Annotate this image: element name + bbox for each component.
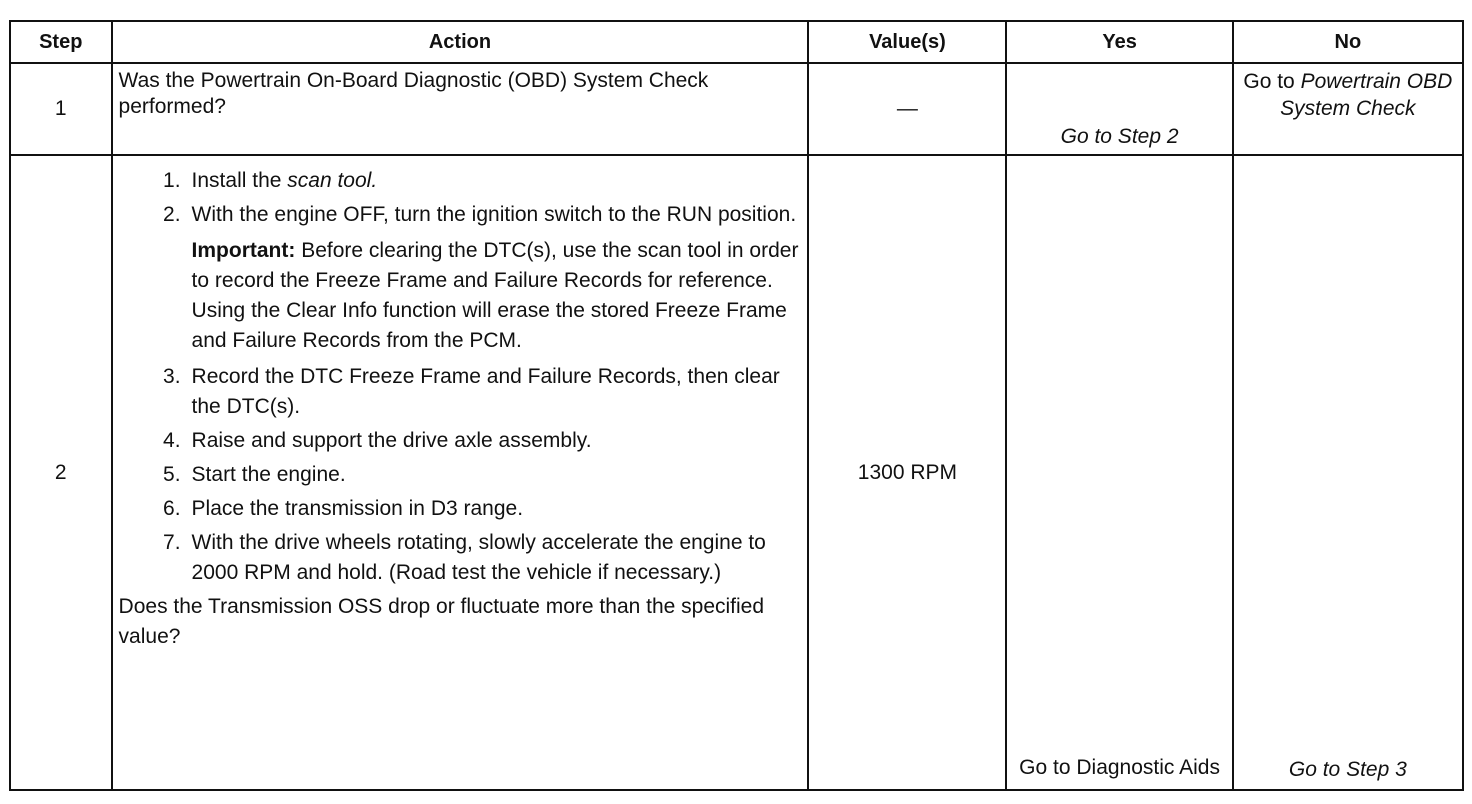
action-cell	[112, 155, 809, 790]
scan-tool-link[interactable]: scan tool.	[287, 169, 378, 192]
header-values: Value(s)	[808, 21, 1006, 63]
no-link-text: Go to Step 3	[1288, 758, 1407, 781]
header-no: No	[1233, 21, 1463, 63]
no-link[interactable]	[1233, 155, 1463, 790]
list-item: 7. With the drive wheels rotating, slowly accelerate the engine to 2000 RPM and hold. (Road test the vehicle if necessary.)	[163, 531, 766, 584]
header-yes: Yes	[1006, 21, 1232, 63]
step-number: 2	[10, 155, 112, 790]
header-row	[10, 21, 1463, 63]
yes-link-text: Go to Step 2	[1060, 125, 1179, 148]
value-cell: 1300 RPM	[808, 155, 1006, 790]
question-text: Does the Transmission OSS drop or fluctuate more than the specified value?	[118, 595, 765, 648]
important-text: Before clearing the DTC(s), use the scan tool in order to record the Freeze Frame and Failure Records for reference. Using the Clear Info function will erase the stored Freeze Frame and Failure Records from the PCM.	[191, 239, 799, 352]
diagnostic-table	[9, 20, 1464, 791]
no-link-text: Powertrain OBD System Check	[1280, 70, 1453, 120]
list-item: 4. Raise and support the drive axle assembly.	[163, 429, 592, 452]
action-text: Was the Powertrain On-Board Diagnostic (OBD) System Check performed?	[112, 63, 809, 155]
yes-link[interactable]: Go to Diagnostic Aids	[1006, 155, 1232, 790]
step-number: 1	[10, 63, 112, 155]
important-note	[119, 236, 804, 356]
no-link[interactable]	[1233, 63, 1463, 155]
list-item: 6. Place the transmission in D3 range.	[163, 497, 524, 520]
important-label: Important:	[191, 239, 296, 262]
procedure-list	[119, 166, 804, 230]
table-row	[10, 155, 1463, 790]
header-action: Action	[112, 21, 809, 63]
value-cell: —	[808, 63, 1006, 155]
yes-link[interactable]	[1006, 63, 1232, 155]
list-item: 1. Install the scan tool.	[163, 169, 378, 192]
list-item: 5. Start the engine.	[163, 463, 346, 486]
list-item: 3. Record the DTC Freeze Frame and Failure Records, then clear the DTC(s).	[163, 365, 780, 418]
table-row	[10, 63, 1463, 155]
no-prefix: Go to	[1243, 70, 1295, 93]
header-step: Step	[10, 21, 112, 63]
list-item: 2. With the engine OFF, turn the ignition switch to the RUN position.	[163, 203, 797, 226]
procedure-list-continued	[119, 362, 804, 588]
